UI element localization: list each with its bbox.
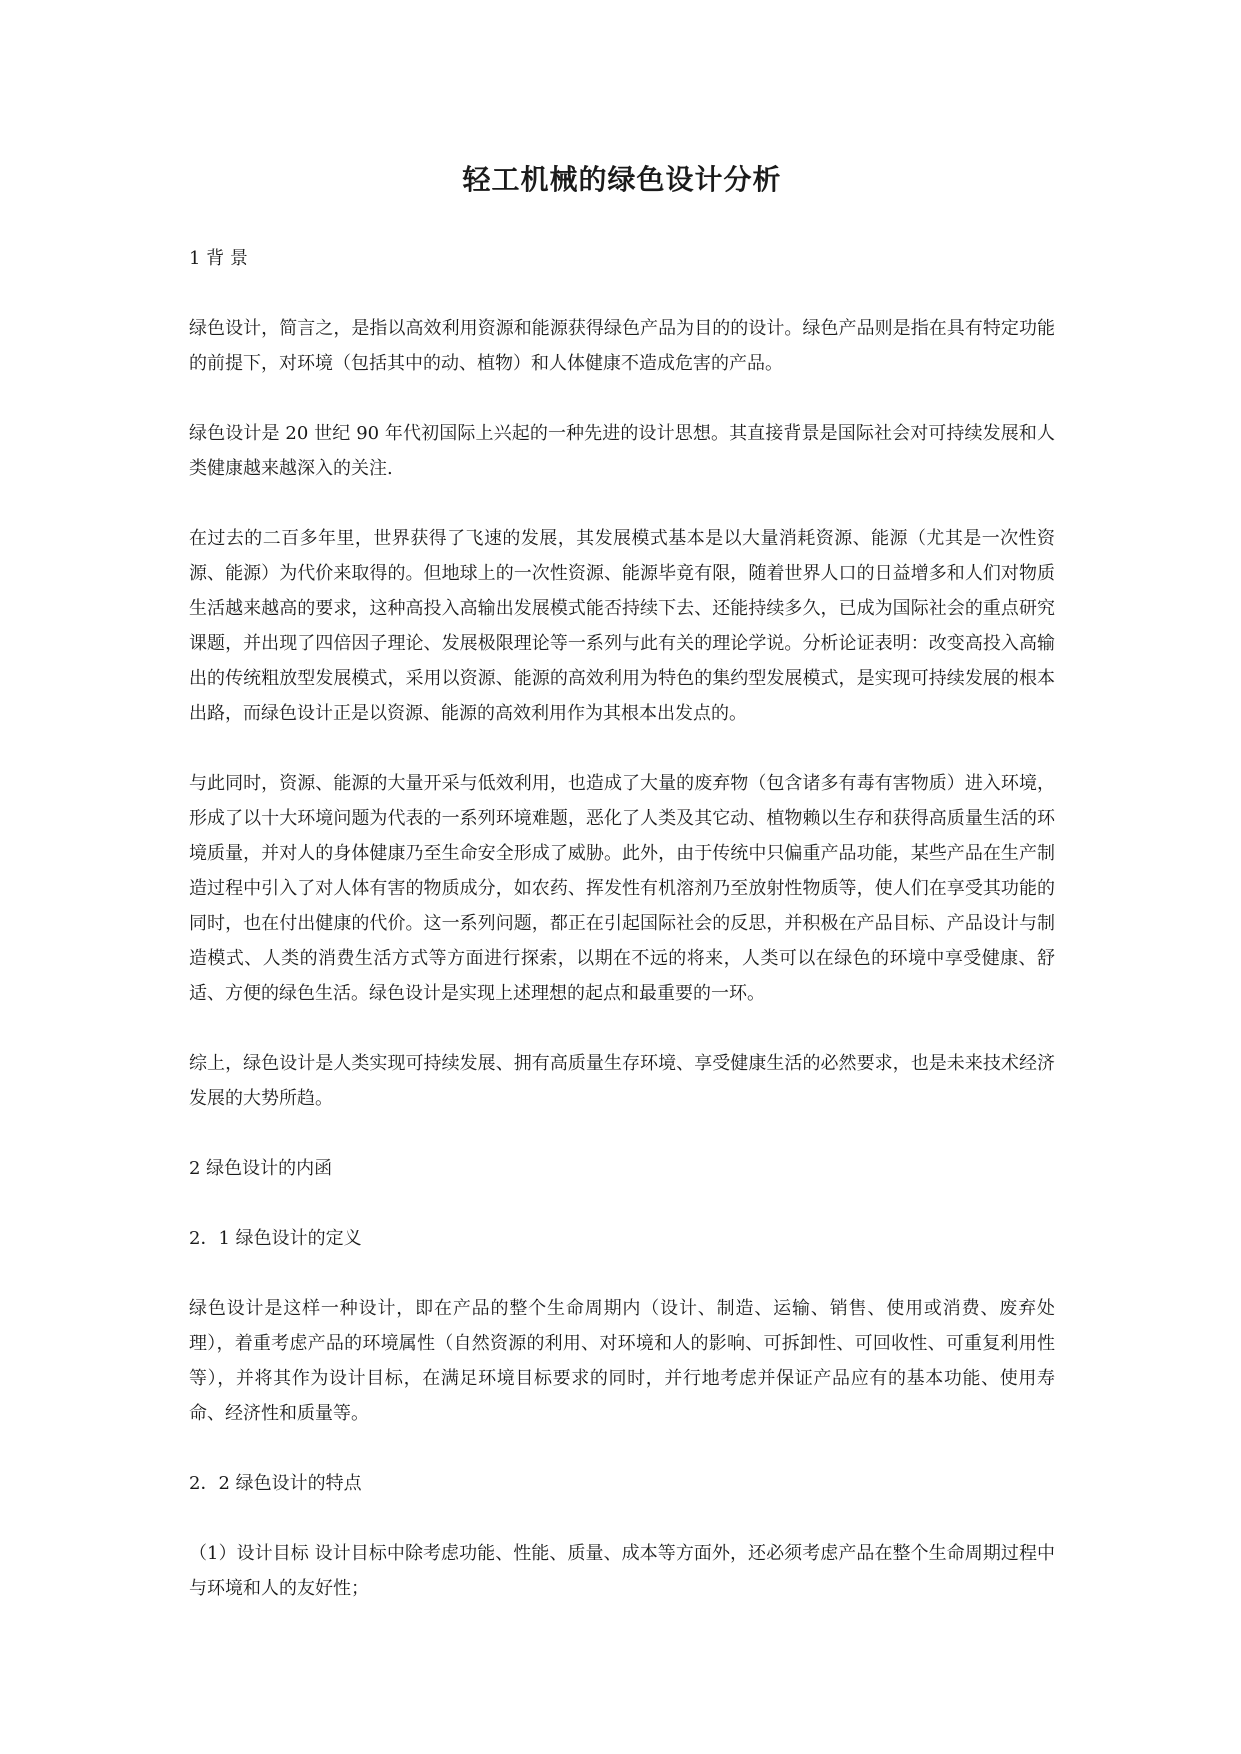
document-page (189, 160, 1055, 1641)
paragraph: 绿色设计是 20 世纪 90 年代初国际上兴起的一种先进的设计思想。其直接背景是国际社会对可持续发展和人类健康越来越深入的关注. (189, 423, 1055, 479)
document-body (189, 241, 1055, 1606)
section-1-heading: 1 背 景 (189, 248, 248, 269)
section-2-1-heading: 2．1 绿色设计的定义 (189, 1228, 362, 1249)
paragraph: 在过去的二百多年里，世界获得了飞速的发展，其发展模式基本是以大量消耗资源、能源（尤其是一次性资源、能源）为代价来取得的。但地球上的一次性资源、能源毕竟有限，随着世界人口的日益增多和人们对物质生活越来越高的要求，这种高投入高输出发展模式能否持续下去、还能持续多久，已成为国际社会的重点研究课题，并出现了四倍因子理论、发展极限理论等一系列与此有关的理论学说。分析论证表明：改变高投入高输出的传统粗放型发展模式，采用以资源、能源的高效利用为特色的集约型发展模式，是实现可持续发展的根本出路，而绿色设计正是以资源、能源的高效利用作为其根本出发点的。 (189, 528, 1055, 724)
paragraph: 与此同时，资源、能源的大量开采与低效利用，也造成了大量的废弃物（包含诸多有毒有害物质）进入环境，形成了以十大环境问题为代表的一系列环境难题，恶化了人类及其它动、植物赖以生存和获得高质量生活的环境质量，并对人的身体健康乃至生命安全形成了威胁。此外，由于传统中只偏重产品功能，某些产品在生产制造过程中引入了对人体有害的物质成分，如农药、挥发性有机溶剂乃至放射性物质等，使人们在享受其功能的同时，也在付出健康的代价。这一系列问题，都正在引起国际社会的反思，并积极在产品目标、产品设计与制造模式、人类的消费生活方式等方面进行探索，以期在不远的将来，人类可以在绿色的环境中享受健康、舒适、方便的绿色生活。绿色设计是实现上述理想的起点和最重要的一环。 (189, 773, 1055, 1004)
section-2-2-heading: 2．2 绿色设计的特点 (189, 1473, 362, 1494)
document-title: 轻工机械的绿色设计分析 (462, 163, 782, 196)
paragraph: 绿色设计是这样一种设计，即在产品的整个生命周期内（设计、制造、运输、销售、使用或消费、废弃处理），着重考虑产品的环境属性（自然资源的利用、对环境和人的影响、可拆卸性、可回收性、可重复利用性等），并将其作为设计目标，在满足环境目标要求的同时，并行地考虑并保证产品应有的基本功能、使用寿命、经济性和质量等。 (189, 1298, 1055, 1424)
paragraph: 绿色设计，简言之，是指以高效利用资源和能源获得绿色产品为目的的设计。绿色产品则是指在具有特定功能的前提下，对环境（包括其中的动、植物）和人体健康不造成危害的产品。 (189, 318, 1055, 374)
section-2-heading: 2 绿色设计的内函 (189, 1158, 333, 1179)
paragraph: 综上，绿色设计是人类实现可持续发展、拥有高质量生存环境、享受健康生活的必然要求，也是未来技术经济发展的大势所趋。 (189, 1053, 1055, 1109)
paragraph: （1）设计目标 设计目标中除考虑功能、性能、质量、成本等方面外，还必须考虑产品在整个生命周期过程中与环境和人的友好性； (189, 1543, 1055, 1599)
